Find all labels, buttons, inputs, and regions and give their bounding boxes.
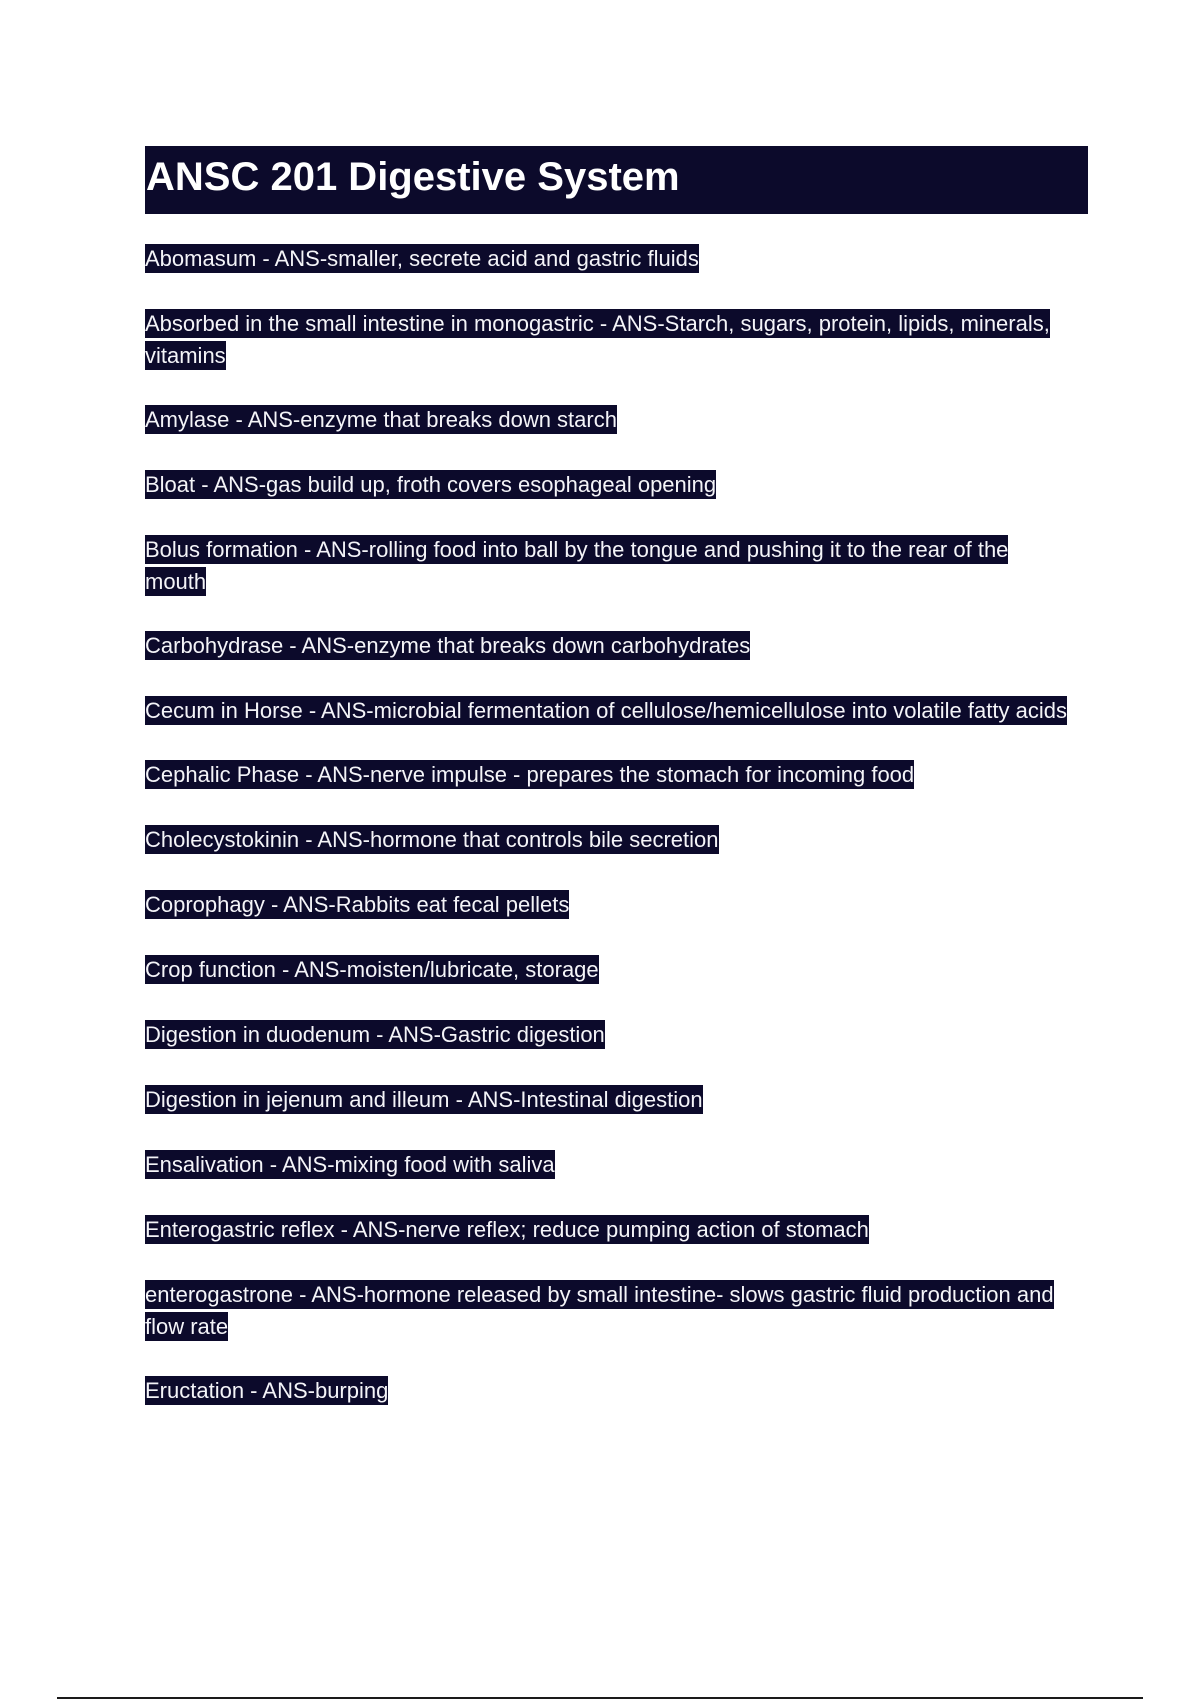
flashcard-text: Cecum in Horse - ANS-microbial fermentation of cellulose/hemicellulose into volatile fatty acids <box>145 698 1067 723</box>
flashcard-text: Coprophagy - ANS-Rabbits eat fecal pellets <box>145 892 570 917</box>
flashcard-item <box>145 308 1070 372</box>
flashcard-item <box>145 1375 1070 1407</box>
flashcard-text: Absorbed in the small intestine in monogastric - ANS-Starch, sugars, protein, lipids, minerals, vitamins <box>145 311 1050 368</box>
flashcard-text: Abomasum - ANS-smaller, secrete acid and gastric fluids <box>145 246 699 271</box>
flashcard-item <box>145 1149 1070 1181</box>
flashcard-item <box>145 1084 1070 1116</box>
flashcard-text: Amylase - ANS-enzyme that breaks down starch <box>145 407 617 432</box>
flashcard-text: Enterogastric reflex - ANS-nerve reflex; reduce pumping action of stomach <box>145 1217 869 1242</box>
flashcard-item <box>145 469 1070 501</box>
page-title: ANSC 201 Digestive System <box>146 155 680 199</box>
flashcard-item <box>145 630 1070 662</box>
flashcard-text: Crop function - ANS-moisten/lubricate, storage <box>145 957 599 982</box>
flashcard-item <box>145 824 1070 856</box>
flashcard-item <box>145 534 1070 598</box>
flashcard-item <box>145 404 1070 436</box>
flashcard-item <box>145 889 1070 921</box>
title-banner <box>145 146 1088 214</box>
flashcard-item <box>145 1019 1070 1051</box>
flashcard-text: Bolus formation - ANS-rolling food into ball by the tongue and pushing it to the rear of the mouth <box>145 537 1009 594</box>
flashcard-text: enterogastrone - ANS-hormone released by small intestine- slows gastric fluid production and flow rate <box>145 1282 1054 1339</box>
flashcard-text: Bloat - ANS-gas build up, froth covers esophageal opening <box>145 472 717 497</box>
flashcard-item <box>145 759 1070 791</box>
flashcard-item <box>145 954 1070 986</box>
flashcard-list <box>145 243 1070 1440</box>
flashcard-item <box>145 1279 1070 1343</box>
flashcard-text: Digestion in jejenum and illeum - ANS-Intestinal digestion <box>145 1087 703 1112</box>
flashcard-text: Eructation - ANS-burping <box>145 1378 389 1403</box>
flashcard-text: Ensalivation - ANS-mixing food with saliva <box>145 1152 555 1177</box>
flashcard-text: Digestion in duodenum - ANS-Gastric digestion <box>145 1022 605 1047</box>
flashcard-item <box>145 243 1070 275</box>
flashcard-item <box>145 1214 1070 1246</box>
flashcard-text: Cephalic Phase - ANS-nerve impulse - prepares the stomach for incoming food <box>145 762 915 787</box>
flashcard-text: Carbohydrase - ANS-enzyme that breaks down carbohydrates <box>145 633 751 658</box>
flashcard-text: Cholecystokinin - ANS-hormone that controls bile secretion <box>145 827 719 852</box>
flashcard-item <box>145 695 1070 727</box>
footer-divider <box>57 1697 1143 1699</box>
